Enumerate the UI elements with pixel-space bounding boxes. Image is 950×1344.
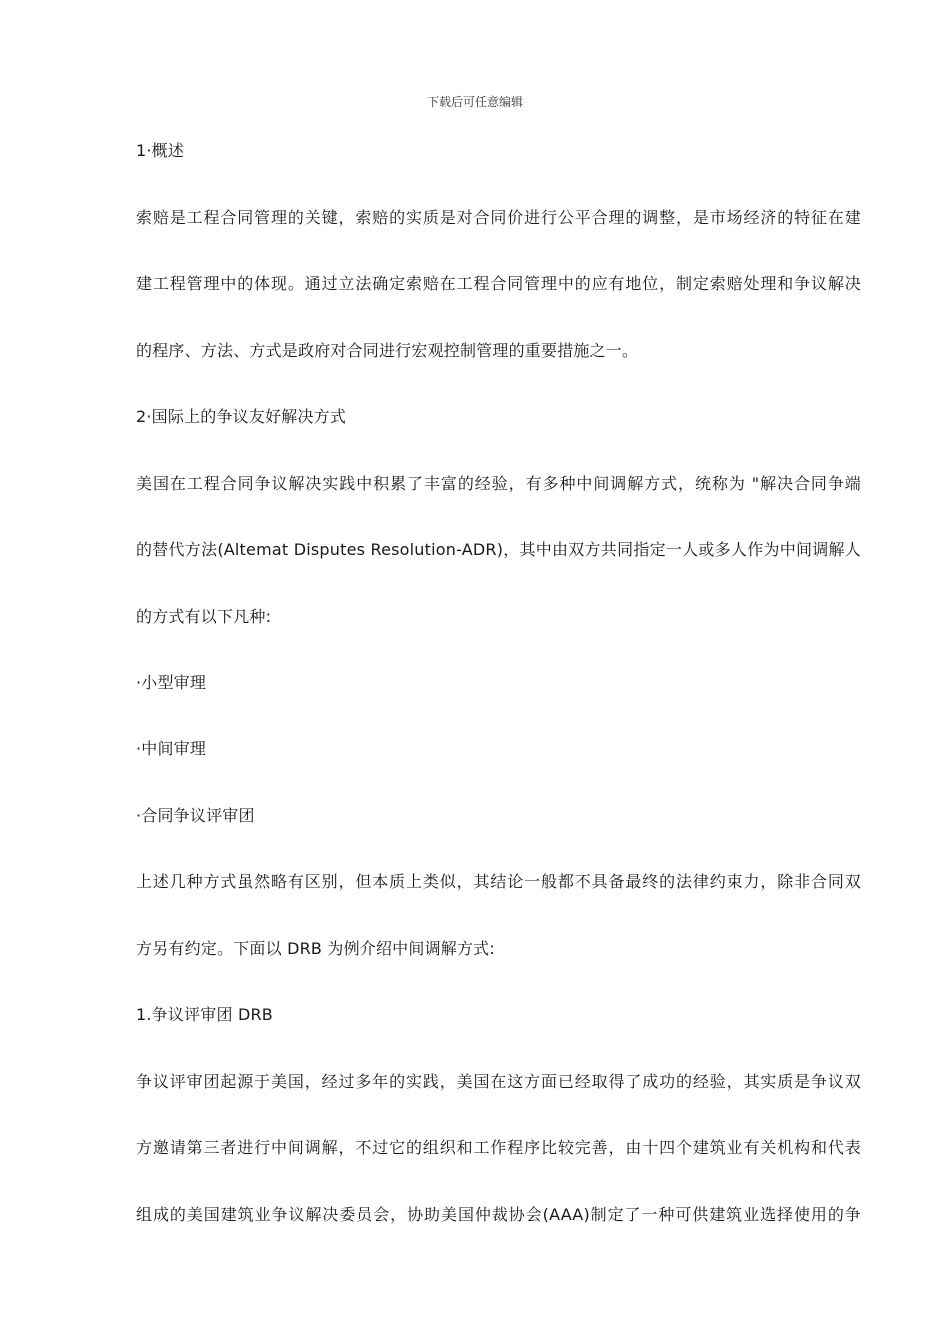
paragraph-line: 方邀请第三者进行中间调解，不过它的组织和工作程序比较完善，由十四个建筑业有关机构和代表 bbox=[136, 1138, 861, 1157]
list-item: ·中间审理 bbox=[136, 739, 207, 758]
paragraph-line: 索赔是工程合同管理的关键，索赔的实质是对合同价进行公平合理的调整，是市场经济的特征在建 bbox=[136, 208, 861, 227]
paragraph-line: 的程序、方法、方式是政府对合同进行宏观控制管理的重要措施之一。 bbox=[136, 341, 639, 360]
section-heading-international: 2·国际上的争议友好解决方式 bbox=[136, 407, 347, 426]
paragraph-line: 方另有约定。下面以 DRB 为例介绍中间调解方式: bbox=[136, 939, 495, 958]
list-item: ·合同争议评审团 bbox=[136, 806, 255, 825]
section-heading-drb: 1.争议评审团 DRB bbox=[136, 1005, 273, 1024]
section-heading-overview: 1·概述 bbox=[136, 141, 185, 160]
paragraph-line: 美国在工程合同争议解决实践中积累了丰富的经验，有多种中间调解方式，统称为 "解决合同争端 bbox=[136, 474, 861, 493]
paragraph-line: 上述几种方式虽然略有区别，但本质上类似，其结论一般都不具备最终的法律约束力，除非合同双 bbox=[136, 872, 861, 891]
paragraph-line: 的方式有以下凡种: bbox=[136, 607, 272, 626]
paragraph-line: 的替代方法(Altemat Disputes Resolution-ADR)，其中由双方共同指定一人或多人作为中间调解人 bbox=[136, 540, 861, 559]
list-item: ·小型审理 bbox=[136, 673, 207, 692]
paragraph-line: 争议评审团起源于美国，经过多年的实践，美国在这方面已经取得了成功的经验，其实质是争议双 bbox=[136, 1072, 861, 1091]
paragraph-line: 建工程管理中的体现。通过立法确定索赔在工程合同管理中的应有地位，制定索赔处理和争议解决 bbox=[136, 274, 861, 293]
paragraph-line: 组成的美国建筑业争议解决委员会，协助美国仲裁协会(AAA)制定了一种可供建筑业选择使用的争 bbox=[136, 1205, 861, 1224]
page-header: 下载后可任意编辑 bbox=[426, 95, 523, 109]
